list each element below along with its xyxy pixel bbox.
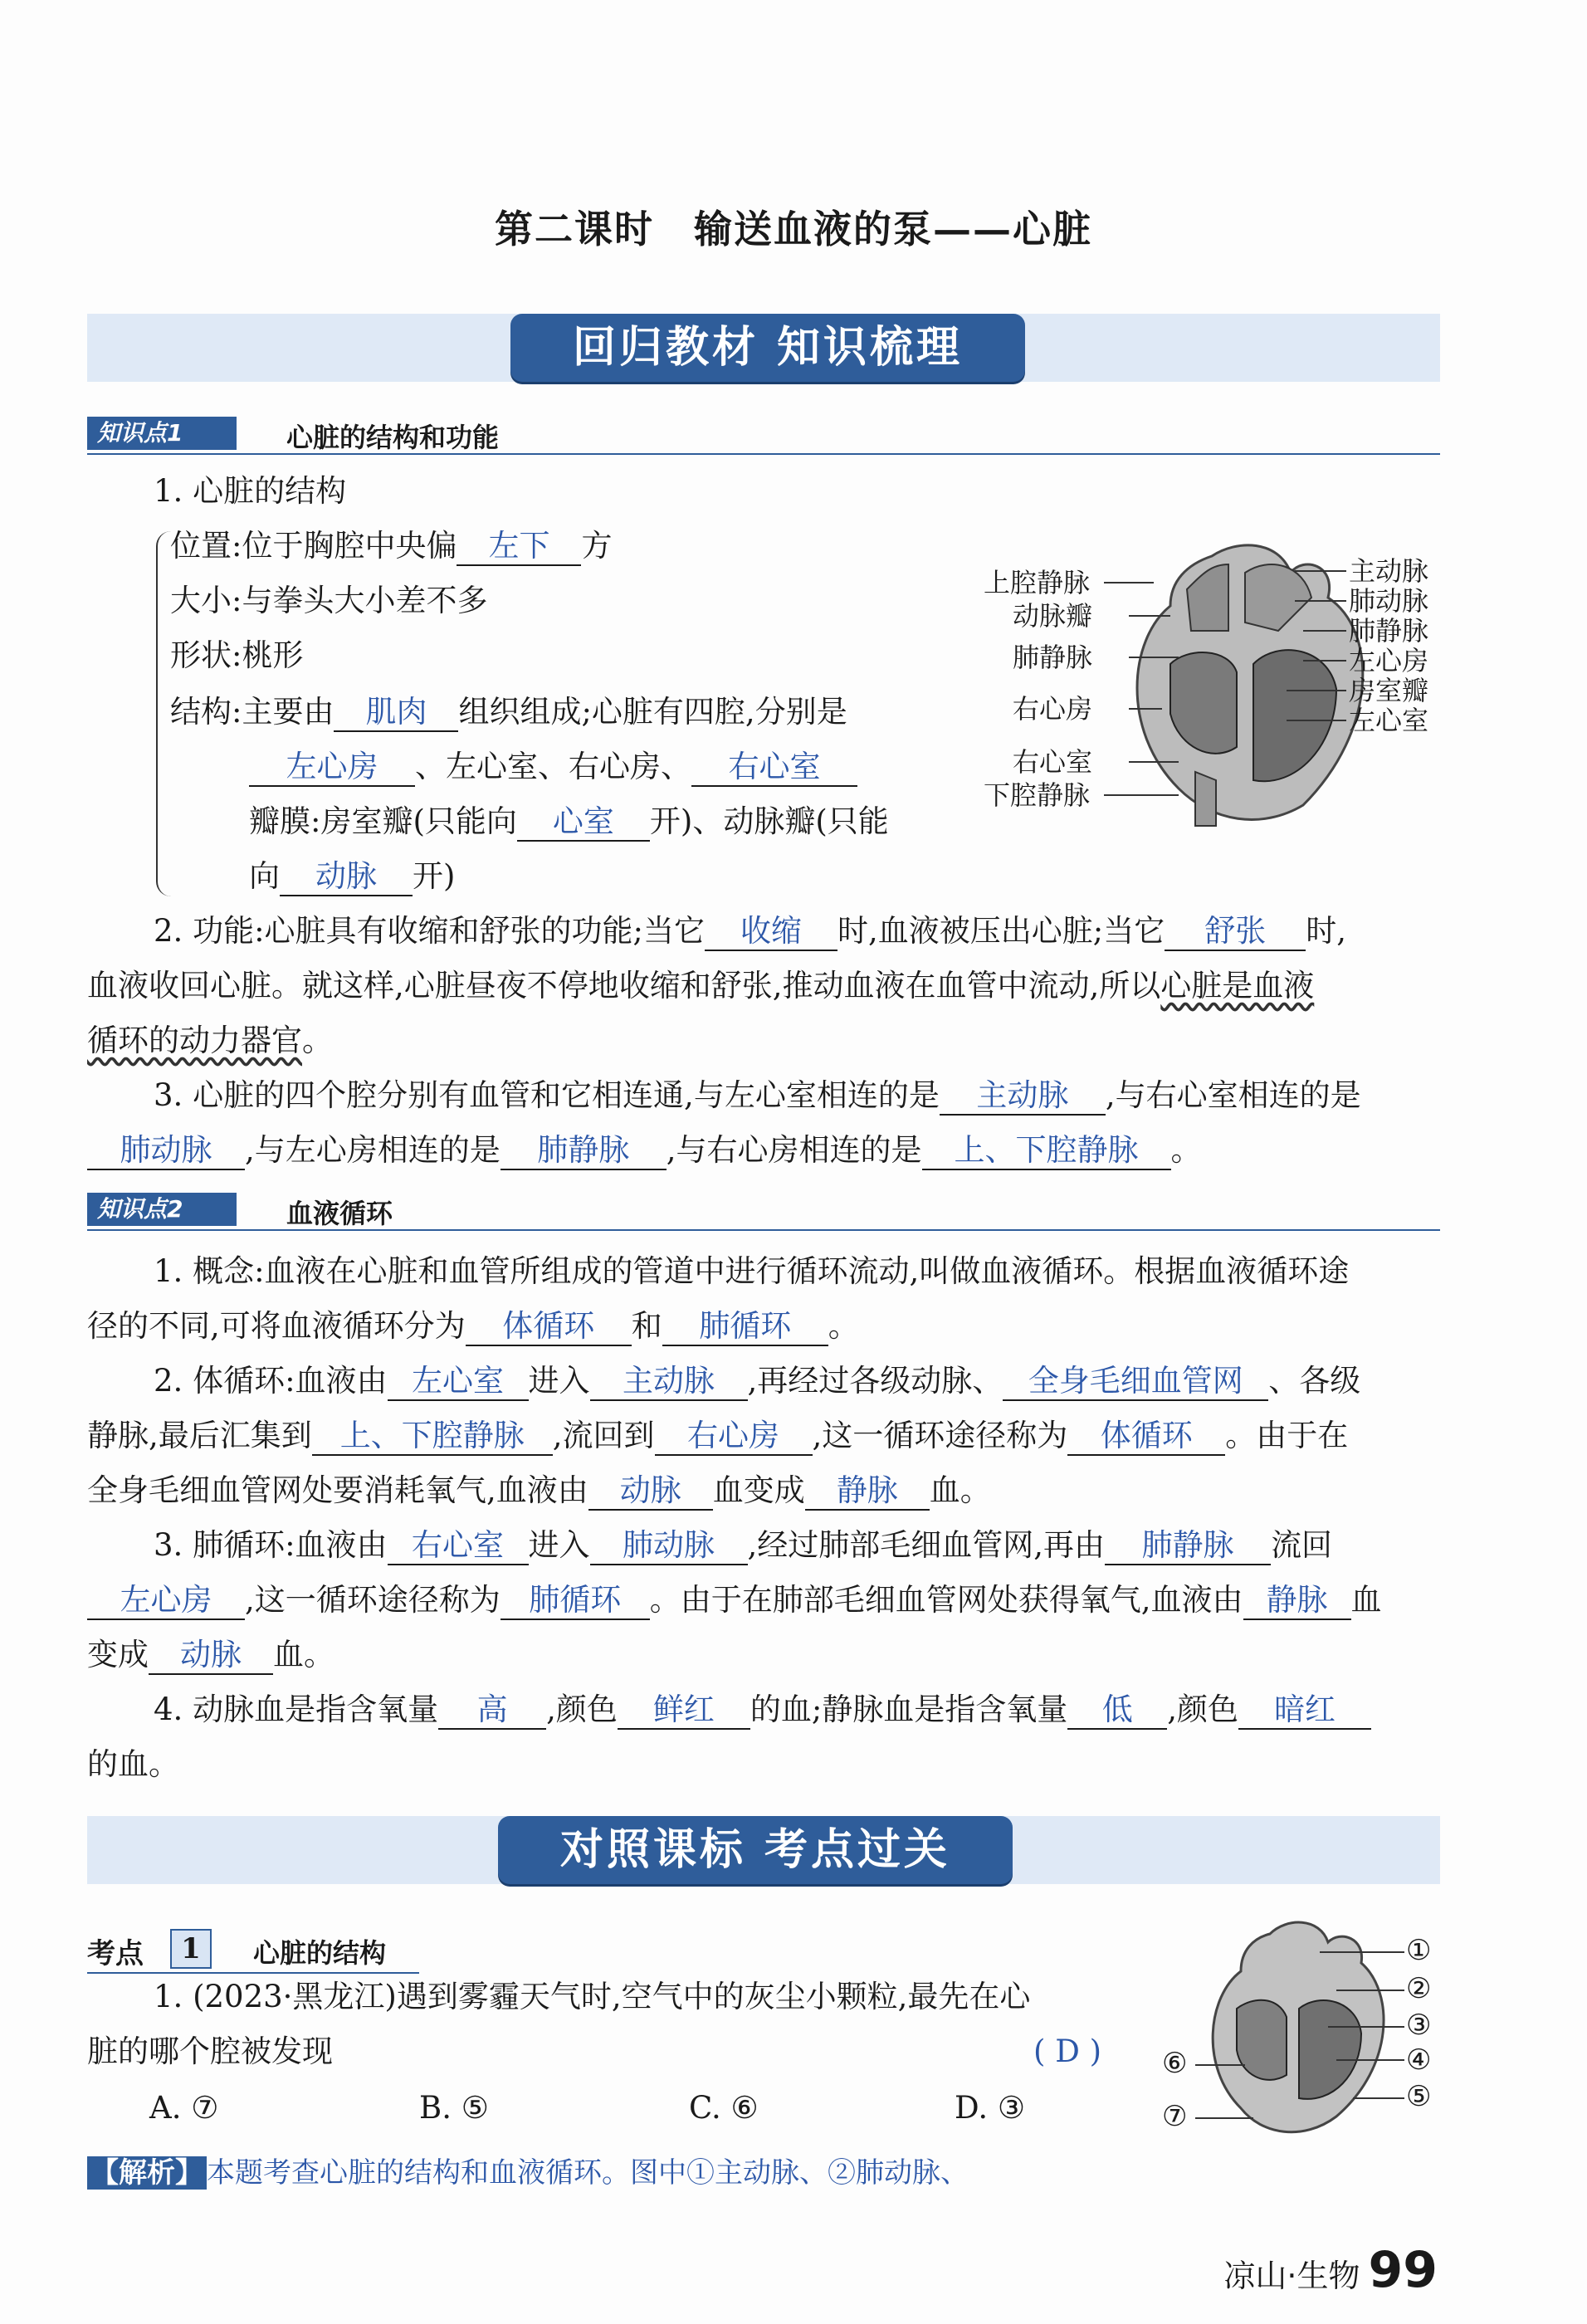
answer-blank: 右心室 (388, 1527, 529, 1565)
answer-blank: 左心房 (249, 749, 415, 787)
numbered-leader-lines (1195, 1934, 1411, 2133)
answer-blank: 右心室 (691, 749, 857, 787)
heart-label: 肺动脉 (1349, 585, 1429, 617)
systemic-line-2: 静脉,最后汇集到 上、下腔静脉 ,流回到 右心房 ,这一循环途径称为 体循环 。由于在 (87, 1418, 1348, 1456)
answer-blank: 静脉 (1243, 1582, 1351, 1620)
exam-point-1-header (87, 1926, 419, 1974)
question-1-answer: ( D ) (1033, 2034, 1102, 2069)
option-b: B. ⑤ (419, 2090, 489, 2126)
answer-blank: 肺静脉 (501, 1132, 667, 1170)
shape-line: 形状:桃形 (170, 637, 304, 673)
answer-blank: 左心室 (388, 1363, 529, 1401)
key-phrase: 循环的动力器官 (87, 1023, 302, 1058)
vessels-line-1: 3. 心脏的四个腔分别有血管和它相连通,与左心室相连的是 主动脉 ,与右心室相连的是 (154, 1077, 1361, 1116)
answer-blank: 收缩 (705, 913, 837, 951)
heart-label: 肺静脉 (1013, 642, 1093, 673)
heart-label: 房室瓣 (1349, 675, 1429, 706)
answer-blank: 左下 (457, 528, 581, 566)
answer-blank: 动脉 (588, 1472, 713, 1511)
exam-point-label: 考点 (87, 1937, 144, 1970)
answer-blank: 全身毛细血管网 (1003, 1363, 1268, 1401)
vessels-line-2: 肺动脉 ,与左心房相连的是 肺静脉 ,与右心房相连的是 上、下腔静脉 。 (87, 1132, 1202, 1170)
pulmonary-line-3: 变成 动脉 血。 (87, 1637, 334, 1675)
answer-blank: 上、下腔静脉 (312, 1418, 553, 1456)
exam-point-title: 心脏的结构 (253, 1937, 387, 1969)
valve-direction-line: 向 动脉 开) (249, 858, 455, 896)
answer-blank: 静脉 (805, 1472, 930, 1511)
analysis-text: 本题考查心脏的结构和血液循环。图中①主动脉、②肺动脉、 (207, 2156, 969, 2190)
concept-line-1: 1. 概念:血液在心脏和血管所组成的管道中进行循环流动,叫做血液循环。根据血液循环途 (154, 1253, 1350, 1289)
question-1-line-1: 1. (2023·黑龙江)遇到雾霾天气时,空气中的灰尘小颗粒,最先在心 (154, 1979, 1031, 2014)
chambers-line: 左心房 、左心室、右心房、 右心室 (249, 749, 857, 787)
answer-blank: 肺循环 (501, 1582, 650, 1620)
number-label: ④ (1406, 2043, 1432, 2077)
answer-blank: 暗红 (1238, 1692, 1371, 1730)
answer-blank: 肺静脉 (1105, 1527, 1271, 1565)
heart-label: 下腔静脉 (984, 779, 1091, 811)
answer-blank: 肌肉 (334, 694, 458, 732)
exam-point-number: 1 (170, 1929, 212, 1969)
heart-label: 肺静脉 (1349, 615, 1429, 647)
option-c: C. ⑥ (689, 2090, 759, 2126)
answer-blank: 舒张 (1165, 913, 1306, 951)
banner-title-2: 对照课标 考点过关 (498, 1816, 1013, 1884)
answer-blank: 鲜红 (618, 1692, 750, 1730)
function-line-1: 2. 功能:心脏具有收缩和舒张的功能;当它 收缩 时,血液被压出心脏;当它 舒张 时, (154, 913, 1346, 951)
knowledge-point-tag: 知识点2 (87, 1193, 237, 1226)
number-label: ① (1406, 1934, 1432, 1967)
pulmonary-line-2: 左心房 ,这一循环途径称为 肺循环 。由于在肺部毛细血管网处获得氧气,血液由 静脉 血 (87, 1582, 1382, 1620)
section-banner-1 (87, 314, 1440, 382)
heart-label: 动脉瓣 (1013, 600, 1093, 632)
number-label: ② (1406, 1972, 1432, 2005)
answer-blank: 主动脉 (940, 1077, 1106, 1116)
page-footer (1223, 2241, 1438, 2299)
key-phrase: 心脏是血液 (1160, 968, 1315, 1003)
heart-label: 左心房 (1349, 645, 1429, 676)
size-line: 大小:与拳头大小差不多 (170, 583, 488, 618)
question-1-line-2: 脏的哪个腔被发现 (87, 2034, 333, 2069)
answer-blank: 肺动脉 (87, 1132, 245, 1170)
function-line-2: 血液收回心脏。就这样,心脏昼夜不停地收缩和舒张,推动血液在血管中流动,所以心脏是血液 (87, 968, 1315, 1003)
structure-line: 结构:主要由 肌肉 组织组成;心脏有四腔,分别是 (170, 694, 847, 732)
knowledge-point-title: 心脏的结构和功能 (286, 422, 500, 453)
page-number: 99 (1368, 2241, 1438, 2299)
function-line-3: 循环的动力器官。 (87, 1023, 333, 1058)
valve-line: 瓣膜:房室瓣(只能向 心室 开)、动脉瓣(只能 (249, 803, 889, 842)
knowledge-point-1-header (87, 415, 1440, 455)
number-label: ⑥ (1162, 2047, 1188, 2080)
number-label: ③ (1406, 2009, 1432, 2042)
answer-blank: 体循环 (1067, 1418, 1225, 1456)
heart-label: 主动脉 (1349, 555, 1429, 587)
knowledge-point-2-header (87, 1191, 1440, 1231)
knowledge-point-title: 血液循环 (286, 1198, 393, 1229)
answer-blank: 左心房 (87, 1582, 245, 1620)
section-banner-2 (87, 1816, 1440, 1884)
answer-blank: 主动脉 (590, 1363, 748, 1401)
lesson-title: 第二课时 输送血液的泵——心脏 (495, 207, 1092, 251)
answer-blank: 动脉 (280, 858, 413, 896)
heart-label: 左心室 (1349, 705, 1429, 736)
option-d: D. ③ (955, 2090, 1026, 2126)
answer-blank: 上、下腔静脉 (922, 1132, 1171, 1170)
answer-blank: 肺动脉 (590, 1527, 748, 1565)
leader-lines (1104, 564, 1353, 813)
blood-types-line-1: 4. 动脉血是指含氧量 高 ,颜色 鲜红 的血;静脉血是指含氧量 低 ,颜色 暗红 (154, 1692, 1371, 1730)
answer-blank: 动脉 (149, 1637, 273, 1675)
analysis-line (87, 2150, 969, 2190)
heart-label: 上腔静脉 (984, 567, 1091, 598)
answer-blank: 高 (438, 1692, 546, 1730)
banner-title-1: 回归教材 知识梳理 (510, 314, 1025, 382)
number-label: ⑦ (1162, 2100, 1188, 2133)
analysis-tag: 【解析】 (87, 2156, 207, 2190)
brace (156, 531, 171, 896)
knowledge-point-tag: 知识点1 (87, 417, 237, 450)
heart-label: 右心室 (1013, 746, 1093, 778)
systemic-line-3: 全身毛细血管网处要消耗氧气,血液由 动脉 血变成 静脉 血。 (87, 1472, 991, 1511)
answer-blank: 低 (1067, 1692, 1167, 1730)
heart-label: 右心房 (1013, 693, 1093, 725)
book-name: 凉山·生物 (1223, 2258, 1360, 2294)
answer-blank: 体循环 (466, 1308, 632, 1346)
pulmonary-line-1: 3. 肺循环:血液由 右心室 进入 肺动脉 ,经过肺部毛细血管网,再由 肺静脉 流回 (154, 1527, 1332, 1565)
number-label: ⑤ (1406, 2080, 1432, 2113)
answer-blank: 肺循环 (662, 1308, 828, 1346)
systemic-line-1: 2. 体循环:血液由 左心室 进入 主动脉 ,再经过各级动脉、 全身毛细血管网 、各级 (154, 1363, 1360, 1401)
blood-types-line-2: 的血。 (87, 1746, 179, 1782)
concept-line-2: 径的不同,可将血液循环分为 体循环 和 肺循环 。 (87, 1308, 859, 1346)
answer-blank: 右心房 (655, 1418, 813, 1456)
option-a: A. ⑦ (149, 2090, 219, 2126)
structure-heading: 1. 心脏的结构 (154, 473, 347, 509)
position-line: 位置:位于胸腔中央偏 左下 方 (170, 528, 612, 566)
answer-blank: 心室 (517, 803, 650, 842)
